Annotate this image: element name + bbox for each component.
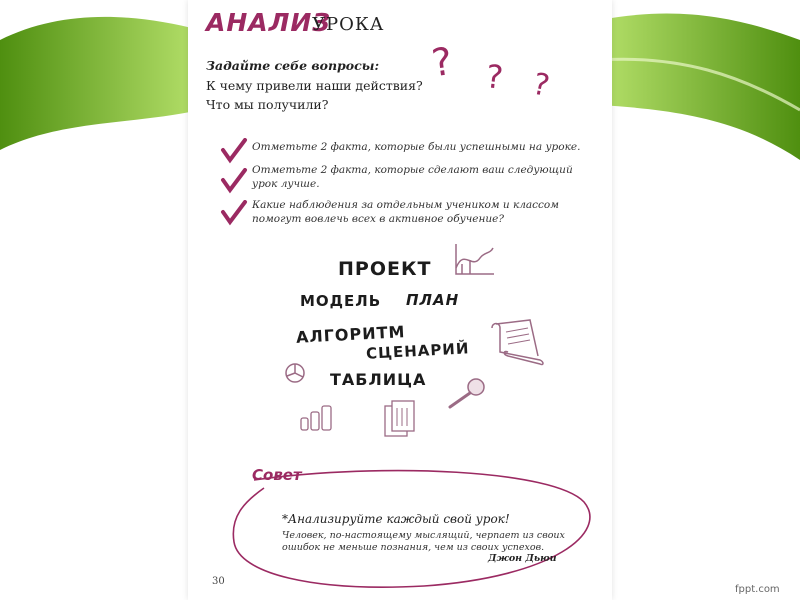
questions-heading: Задайте себе вопросы: (206, 58, 380, 73)
quote-author: Джон Дьюи (488, 553, 557, 564)
word-scenario: СЦЕНАРИЙ (365, 339, 470, 363)
check-icon (220, 138, 248, 164)
question-mark: ? (484, 57, 506, 97)
tip-text: *Анализируйте каждый свой урок! (282, 512, 510, 526)
question-mark: ? (529, 66, 554, 105)
word-table: ТАБЛИЦА (330, 370, 427, 389)
chart-icon (450, 240, 498, 280)
pie-chart-icon (284, 362, 306, 384)
word-algorithm: АЛГОРИТМ (295, 322, 406, 347)
title-text: УРОКА (312, 14, 385, 35)
check-icon (220, 200, 248, 226)
documents-icon (382, 398, 418, 440)
check-icon (220, 168, 248, 194)
tip-label: Совет (252, 466, 302, 484)
word-model: МОДЕЛЬ (300, 292, 382, 310)
title-handwritten: АНАЛИЗ (206, 8, 332, 37)
page-number: 30 (212, 576, 225, 587)
word-project: ПРОЕКТ (338, 258, 432, 280)
scroll-icon (486, 318, 552, 366)
document-page (188, 0, 612, 600)
word-plan: ПЛАН (406, 291, 460, 309)
checklist-item: Какие наблюдения за отдельным учеником и классом помогут вовлечь всех в активное обучение? (252, 199, 559, 225)
watermark: fppt.com (735, 584, 780, 595)
quote-text: Человек, по-настоящему мыслящий, черпает из своих ошибок не меньше познания, чем из своих успехов. (282, 530, 565, 553)
checklist-item: Отметьте 2 факта, которые сделают ваш следующий урок лучше. (252, 164, 573, 190)
question-mark: ? (429, 38, 457, 86)
question-line: Что мы получили? (206, 97, 329, 112)
magnifier-icon (444, 375, 492, 411)
cylinders-icon (298, 402, 334, 434)
checklist-item: Отметьте 2 факта, которые были успешными на уроке. (252, 141, 581, 153)
question-line: К чему привели наши действия? (206, 78, 423, 93)
